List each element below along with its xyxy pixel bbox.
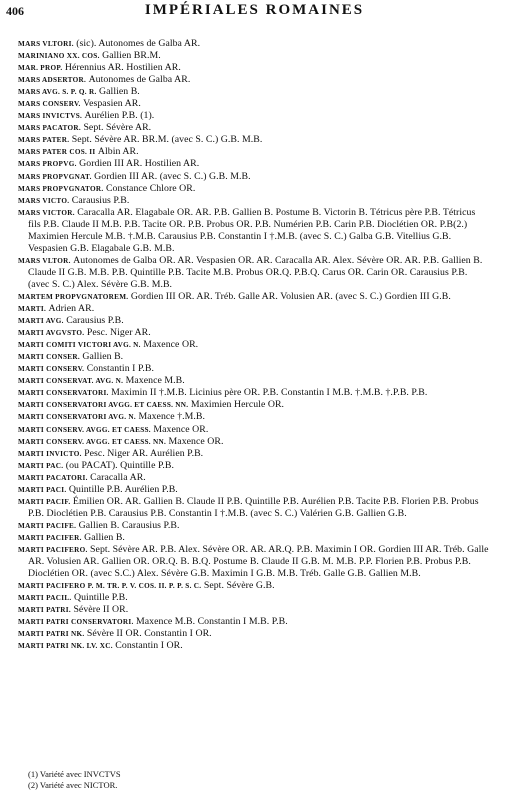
legend-entry bbox=[18, 375, 490, 387]
legend-description: Maxence OR. bbox=[153, 423, 209, 435]
legend-description: Gordien III OR. AR. Tréb. Galle AR. Volusien AR. (avec S. C.) Gordien III G.B. bbox=[130, 290, 451, 302]
legend-inscription: MARS PATER COS. II bbox=[18, 148, 96, 157]
legend-description: Émilien OR. AR. Gallien B. Claude II P.B. Quintille P.B. Aurélien P.B. Tacite P.B. Florien P.B. Probus P.B. Dioclétien P.B. Carausius P.B. Constantin I †.M.B. (avec S. C.) Valérien G.B. Gallien G.B. bbox=[28, 495, 479, 519]
legend-entry bbox=[18, 255, 490, 291]
legend-description: Albin AR. bbox=[97, 146, 139, 158]
legend-entry bbox=[18, 424, 490, 436]
legend-entry bbox=[18, 363, 490, 375]
legend-description: Sept. Sévère AR. bbox=[83, 122, 152, 134]
legend-description: Gallien B. bbox=[82, 351, 124, 363]
legend-description: Quintille P.B. bbox=[73, 592, 128, 604]
footnotes bbox=[28, 769, 468, 791]
legend-description: Sévère II OR. Constantin I OR. bbox=[86, 628, 212, 640]
legend-entry bbox=[18, 496, 490, 520]
page-number: 406 bbox=[6, 4, 24, 18]
legend-inscription: MARTI CONSERV. AVGG. ET CAESS. bbox=[18, 425, 151, 434]
legend-description: Gallien BR.M. bbox=[102, 50, 161, 62]
legend-inscription: MARS VLTORI. bbox=[18, 40, 74, 48]
legend-description: Gordien III AR. (avec S. C.) G.B. M.B. bbox=[94, 170, 251, 182]
legend-description: Vespasien AR. bbox=[83, 98, 141, 110]
legend-entry bbox=[18, 411, 490, 423]
legend-inscription: MARS ADSERTOR. bbox=[18, 76, 87, 85]
legend-description: Quintille P.B. Aurélien P.B. bbox=[68, 483, 178, 495]
legend-inscription: MARTI CONSERVAT. AVG. N. bbox=[18, 377, 124, 386]
legend-inscription: MARTI PACI. bbox=[18, 485, 67, 494]
legend-entry bbox=[18, 171, 490, 183]
legend-description: Gordien III AR. Hostilien AR. bbox=[79, 158, 200, 170]
legend-description: Maxence †.M.B. bbox=[138, 411, 205, 423]
legend-entry bbox=[18, 146, 490, 158]
legend-inscription: MARTI CONSERVATORI. bbox=[18, 389, 109, 398]
legend-inscription: MARS VICTOR. bbox=[18, 208, 75, 217]
legend-description: Pesc. Niger AR. bbox=[86, 327, 151, 339]
footnote: (2) Variété avec NICTOR. bbox=[28, 780, 118, 790]
legend-inscription: MARTI INVICTO. bbox=[18, 449, 82, 458]
legend-inscription: MARS AVG. S. P. Q. R. bbox=[18, 88, 97, 97]
legend-description: Gallien B. bbox=[84, 531, 125, 543]
legend-inscription: MAR. PROP. bbox=[18, 64, 63, 73]
legend-inscription: MARTI CONSERVATORI AVG. N. bbox=[18, 413, 136, 422]
legend-entry bbox=[18, 520, 490, 532]
legend-entry bbox=[18, 604, 490, 616]
legend-entry bbox=[18, 351, 490, 363]
legend-description: Autonomes de Galba AR. bbox=[88, 74, 191, 86]
legend-entry bbox=[18, 98, 490, 110]
legend-inscription: MARS PROPVGNAT. bbox=[18, 172, 92, 181]
legend-entry bbox=[18, 387, 490, 399]
legend-entry bbox=[18, 399, 490, 411]
legend-entry bbox=[18, 592, 490, 604]
legend-entry bbox=[18, 195, 490, 207]
legend-description: Maximin II †.M.B. Licinius père OR. P.B. Constantin I M.B. †.M.B. †.P.B. P.B. bbox=[111, 387, 428, 399]
legend-inscription: MARTI CONSERV. AVGG. ET CAESS. NN. bbox=[18, 437, 167, 446]
legend-description: Maxence M.B. bbox=[125, 375, 185, 387]
legend-entry bbox=[18, 315, 490, 327]
legend-inscription: MARINIANO XX. COS. bbox=[18, 52, 100, 61]
page-title: IMPÉRIALES ROMAINES bbox=[144, 2, 365, 18]
legend-entry bbox=[18, 436, 490, 448]
legend-entry bbox=[18, 50, 490, 62]
legend-entry bbox=[18, 110, 490, 122]
legend-inscription: MARTI CONSER. bbox=[18, 353, 80, 362]
legend-entry bbox=[18, 62, 490, 74]
legend-description: Sévère II OR. bbox=[73, 604, 129, 616]
legend-description: Constantin I OR. bbox=[115, 640, 183, 652]
legend-inscription: MARTI COMITI VICTORI AVG. N. bbox=[18, 341, 141, 350]
legend-description: Maxence OR. bbox=[143, 339, 199, 351]
legend-entry bbox=[18, 640, 490, 652]
legend-description: Sept. Sévère AR. BR.M. (avec S. C.) G.B. M.B. bbox=[71, 134, 263, 146]
legend-entry bbox=[18, 303, 490, 315]
legend-entry bbox=[18, 86, 490, 98]
legend-inscription: MARS PATER. bbox=[18, 136, 70, 145]
legend-entry bbox=[18, 327, 490, 339]
legend-entry bbox=[18, 460, 490, 472]
legend-entry bbox=[18, 291, 490, 303]
legend-inscription: MARS PROPVG. bbox=[18, 160, 77, 169]
legend-description: (ou PACAT). Quintille P.B. bbox=[65, 459, 174, 471]
legend-entry bbox=[18, 183, 490, 195]
page-header bbox=[6, 2, 503, 22]
legend-description: Carausius P.B. bbox=[66, 315, 124, 327]
legend-entry bbox=[18, 628, 490, 640]
legend-description: Maxence M.B. Constantin I M.B. P.B. bbox=[136, 616, 288, 628]
legend-inscription: MARTI PATRI NK. LV. XC. bbox=[18, 642, 113, 651]
legend-inscription: MARTI CONSERVATORI AVGG. ET CAESS. NN. bbox=[18, 401, 189, 410]
legend-description: Carausius P.B. bbox=[71, 194, 130, 206]
legend-description: Constantin I P.B. bbox=[86, 363, 154, 375]
legend-entries-list bbox=[18, 38, 490, 652]
legend-entry bbox=[18, 74, 490, 86]
legend-inscription: MARTI PACIFERO P. M. TR. P. V. COS. II. P. P. S. C. bbox=[18, 582, 202, 591]
legend-inscription: MARTI PACIFE. bbox=[18, 521, 77, 530]
legend-inscription: MARTI PATRI NK. bbox=[18, 630, 85, 639]
legend-inscription: MARS PROPVGNATOR. bbox=[18, 184, 104, 193]
legend-entry bbox=[18, 38, 490, 50]
footnote: (1) Variété avec INVCTVS bbox=[28, 769, 121, 779]
legend-entry bbox=[18, 448, 490, 460]
legend-inscription: MARS INVICTVS. bbox=[18, 112, 83, 121]
legend-description: Caracalla AR. Elagabale OR. AR. P.B. Gallien B. Postume B. Victorin B. Tétricus père P.B. Tétricus fils P.B. Claude II M.B. P.B. Tacite OR. P.B. Probus OR. P.B. Numérien P.B. Carin P.B. Dioclétien OR. P.B(2.) Maximien Hercule M.B. †.M.B. Carausius P.B. Constantin I †.M.B. (avec S. C.) Galba G.B. Vitellius G.B. Vespasien G.B. Elagabale G.B. M.B. bbox=[28, 206, 476, 254]
legend-inscription: MARTI PACATORI. bbox=[18, 473, 88, 482]
legend-entry bbox=[18, 207, 490, 255]
legend-inscription: MARTI PATRI CONSERVATORI. bbox=[18, 618, 134, 627]
legend-entry bbox=[18, 484, 490, 496]
legend-description: Aurélien P.B. (1). bbox=[84, 110, 155, 122]
legend-description: Constance Chlore OR. bbox=[105, 182, 196, 194]
legend-inscription: MARS CONSERV. bbox=[18, 100, 81, 109]
legend-description: Adrien AR. bbox=[48, 303, 95, 315]
legend-inscription: MARTI AVG. bbox=[18, 317, 64, 326]
legend-inscription: MARTI PATRI. bbox=[18, 606, 71, 615]
legend-description: Sept. Sévère AR. P.B. Alex. Sévère OR. AR. AR.Q. P.B. Maximin I OR. Gordien III AR. Tréb. Galle AR. Volusien AR. Gallien OR. OR.Q. B. B.Q. Postume B. Claude II G.B. M. M.B. P.P. Florien P.B. Probus P.B. Dioclétien OR. (avec S.C.) Alex. Sévère G.B. Maximin I G.B. M.B. Tréb. Galle G.B. Gallien M.B. bbox=[28, 543, 489, 580]
legend-entry bbox=[18, 616, 490, 628]
legend-entry bbox=[18, 134, 490, 146]
legend-description: (sic). Autonomes de Galba AR. bbox=[76, 38, 201, 49]
legend-inscription: MARS PACATOR. bbox=[18, 124, 81, 133]
legend-description: Pesc. Niger AR. Aurélien P.B. bbox=[84, 447, 204, 459]
legend-description: Maximien Hercule OR. bbox=[190, 399, 285, 411]
legend-inscription: MARTI PACIF. bbox=[18, 497, 71, 506]
legend-inscription: MARTEM PROPVGNATOREM. bbox=[18, 292, 129, 301]
legend-inscription: MARTI PACIFERO. bbox=[18, 545, 88, 554]
legend-entry bbox=[18, 472, 490, 484]
legend-entry bbox=[18, 122, 490, 134]
legend-entry bbox=[18, 580, 490, 592]
legend-inscription: MARS VLTOR. bbox=[18, 256, 71, 265]
legend-description: Gallien B. Carausius P.B. bbox=[78, 519, 180, 531]
legend-description: Autonomes de Galba OR. AR. Vespasien OR. AR. Caracalla AR. Alex. Sévère OR. AR. P.B. Gallien B. Claude II G.B. M.B. P.B. Quintille P.B. Tacite M.B. Probus OR.Q. P.B.Q. Carus OR. Carin OR. Carausius P.B. (avec S. C.) Alex. Sévère G.B. M.B. bbox=[28, 254, 483, 290]
legend-entry bbox=[18, 158, 490, 170]
legend-inscription: MARTI PAC. bbox=[18, 461, 64, 470]
legend-inscription: MARTI PACIL. bbox=[18, 594, 72, 603]
legend-inscription: MARTI. bbox=[18, 305, 47, 314]
legend-inscription: MARTI AVGVSTO. bbox=[18, 329, 85, 338]
legend-inscription: MARS VICTO. bbox=[18, 196, 70, 205]
legend-entry bbox=[18, 339, 490, 351]
legend-description: Sept. Sévère G.B. bbox=[203, 580, 275, 592]
legend-inscription: MARTI PACIFER. bbox=[18, 533, 82, 542]
legend-description: Maxence OR. bbox=[168, 435, 224, 447]
legend-entry bbox=[18, 532, 490, 544]
legend-inscription: MARTI CONSERV. bbox=[18, 365, 85, 374]
legend-entry bbox=[18, 544, 490, 580]
legend-description: Gallien B. bbox=[99, 86, 140, 98]
legend-description: Caracalla AR. bbox=[90, 471, 146, 483]
legend-description: Hérennius AR. Hostilien AR. bbox=[64, 62, 181, 74]
